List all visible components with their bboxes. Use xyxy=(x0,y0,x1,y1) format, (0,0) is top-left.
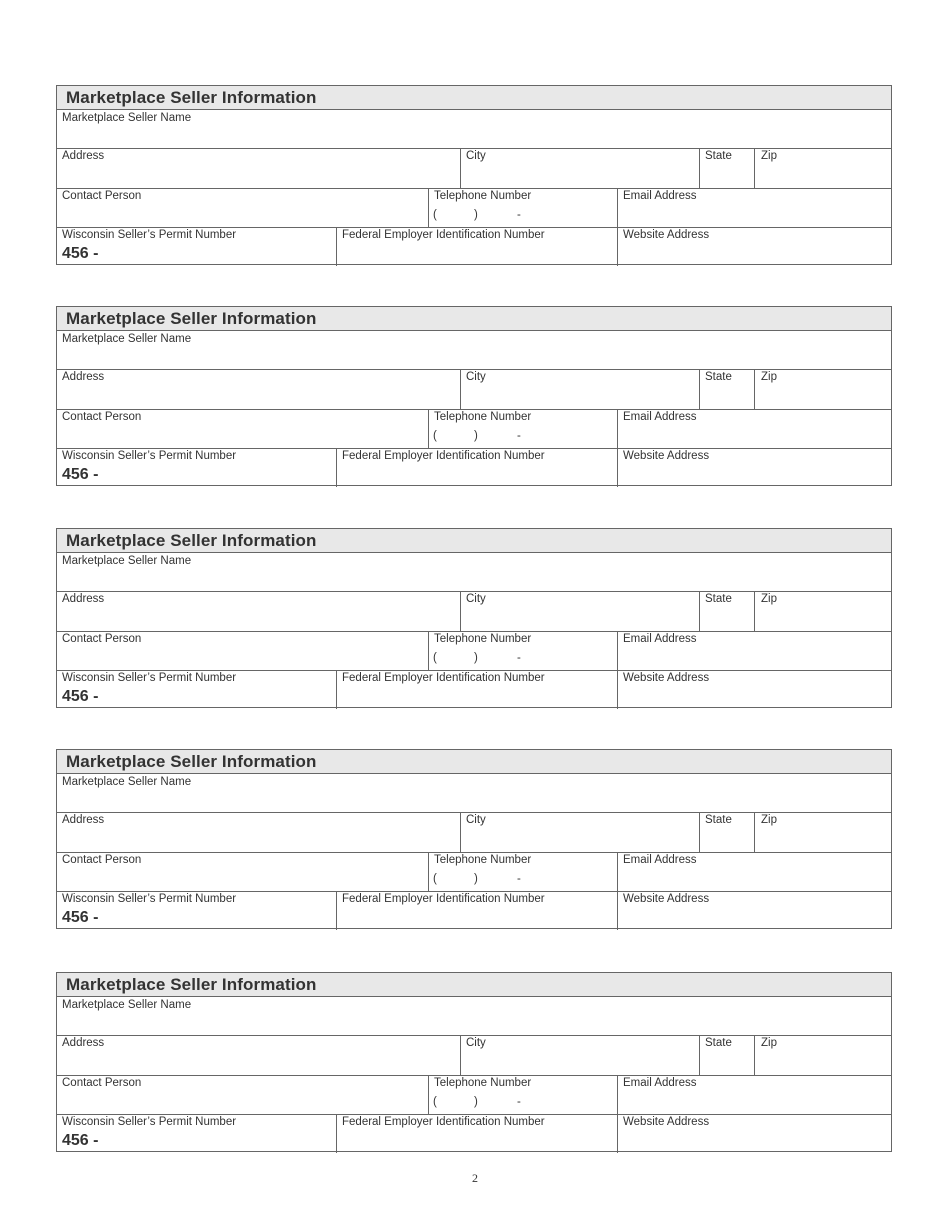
fein-label: Federal Employer Identification Number xyxy=(342,893,545,905)
phone-close-paren: ) xyxy=(474,652,478,664)
city-label: City xyxy=(466,593,486,605)
address-field[interactable] xyxy=(57,1035,460,1075)
contact-person-label: Contact Person xyxy=(62,854,142,866)
form-title: Marketplace Seller Information xyxy=(66,752,317,771)
phone-close-paren: ) xyxy=(474,430,478,442)
address-field[interactable] xyxy=(57,369,460,409)
contact-person-label: Contact Person xyxy=(62,633,142,645)
permit-number-label: Wisconsin Seller’s Permit Number xyxy=(62,229,237,241)
permit-number-label: Wisconsin Seller’s Permit Number xyxy=(62,672,237,684)
address-label: Address xyxy=(62,593,105,605)
permit-number-prefix: 456 - xyxy=(62,1132,99,1149)
phone-open-paren: ( xyxy=(433,430,437,442)
address-label: Address xyxy=(62,814,105,826)
telephone-label: Telephone Number xyxy=(434,190,532,202)
marketplace-seller-form xyxy=(56,85,892,265)
permit-number-label: Wisconsin Seller’s Permit Number xyxy=(62,893,237,905)
city-label: City xyxy=(466,814,486,826)
fein-label: Federal Employer Identification Number xyxy=(342,229,545,241)
phone-dash: - xyxy=(517,209,521,221)
form-header xyxy=(57,86,891,110)
contact-person-label: Contact Person xyxy=(62,1077,142,1089)
city-field[interactable] xyxy=(461,1035,699,1075)
fein-label: Federal Employer Identification Number xyxy=(342,450,545,462)
permit-number-label: Wisconsin Seller’s Permit Number xyxy=(62,450,237,462)
city-label: City xyxy=(466,150,486,162)
seller-name-label: Marketplace Seller Name xyxy=(62,112,192,124)
website-label: Website Address xyxy=(623,893,710,905)
zip-label: Zip xyxy=(761,593,777,605)
marketplace-seller-form xyxy=(56,972,892,1152)
seller-name-label: Marketplace Seller Name xyxy=(62,776,192,788)
phone-close-paren: ) xyxy=(474,873,478,885)
email-label: Email Address xyxy=(623,190,697,202)
website-label: Website Address xyxy=(623,450,710,462)
form-title: Marketplace Seller Information xyxy=(66,309,317,328)
form-header xyxy=(57,529,891,553)
form-title: Marketplace Seller Information xyxy=(66,531,317,550)
city-label: City xyxy=(466,371,486,383)
telephone-label: Telephone Number xyxy=(434,411,532,423)
phone-open-paren: ( xyxy=(433,873,437,885)
form-header xyxy=(57,750,891,774)
website-label: Website Address xyxy=(623,229,710,241)
form-title: Marketplace Seller Information xyxy=(66,975,317,994)
state-label: State xyxy=(705,593,732,605)
zip-label: Zip xyxy=(761,371,777,383)
phone-open-paren: ( xyxy=(433,652,437,664)
address-label: Address xyxy=(62,150,105,162)
address-field[interactable] xyxy=(57,148,460,188)
phone-open-paren: ( xyxy=(433,209,437,221)
contact-person-label: Contact Person xyxy=(62,411,142,423)
permit-number-prefix: 456 - xyxy=(62,909,99,926)
phone-dash: - xyxy=(517,873,521,885)
state-label: State xyxy=(705,814,732,826)
form-title: Marketplace Seller Information xyxy=(66,88,317,107)
permit-number-label: Wisconsin Seller’s Permit Number xyxy=(62,1116,237,1128)
form-header xyxy=(57,307,891,331)
fein-label: Federal Employer Identification Number xyxy=(342,672,545,684)
city-label: City xyxy=(466,1037,486,1049)
seller-name-label: Marketplace Seller Name xyxy=(62,999,192,1011)
address-label: Address xyxy=(62,371,105,383)
permit-number-prefix: 456 - xyxy=(62,466,99,483)
zip-label: Zip xyxy=(761,1037,777,1049)
state-label: State xyxy=(705,371,732,383)
phone-dash: - xyxy=(517,430,521,442)
phone-dash: - xyxy=(517,652,521,664)
state-label: State xyxy=(705,1037,732,1049)
email-label: Email Address xyxy=(623,854,697,866)
telephone-label: Telephone Number xyxy=(434,854,532,866)
city-field[interactable] xyxy=(461,591,699,631)
telephone-label: Telephone Number xyxy=(434,1077,532,1089)
city-field[interactable] xyxy=(461,812,699,852)
page-number: 2 xyxy=(472,1171,478,1185)
phone-open-paren: ( xyxy=(433,1096,437,1108)
marketplace-seller-form xyxy=(56,528,892,708)
website-label: Website Address xyxy=(623,1116,710,1128)
fein-label: Federal Employer Identification Number xyxy=(342,1116,545,1128)
phone-close-paren: ) xyxy=(474,209,478,221)
permit-number-prefix: 456 - xyxy=(62,245,99,262)
state-label: State xyxy=(705,150,732,162)
permit-number-prefix: 456 - xyxy=(62,688,99,705)
email-label: Email Address xyxy=(623,411,697,423)
address-field[interactable] xyxy=(57,812,460,852)
seller-name-label: Marketplace Seller Name xyxy=(62,333,192,345)
email-label: Email Address xyxy=(623,633,697,645)
zip-label: Zip xyxy=(761,814,777,826)
address-label: Address xyxy=(62,1037,105,1049)
marketplace-seller-form xyxy=(56,306,892,486)
seller-name-label: Marketplace Seller Name xyxy=(62,555,192,567)
address-field[interactable] xyxy=(57,591,460,631)
website-label: Website Address xyxy=(623,672,710,684)
marketplace-seller-form xyxy=(56,749,892,929)
zip-label: Zip xyxy=(761,150,777,162)
phone-dash: - xyxy=(517,1096,521,1108)
email-label: Email Address xyxy=(623,1077,697,1089)
form-header xyxy=(57,973,891,997)
city-field[interactable] xyxy=(461,369,699,409)
phone-close-paren: ) xyxy=(474,1096,478,1108)
contact-person-label: Contact Person xyxy=(62,190,142,202)
city-field[interactable] xyxy=(461,148,699,188)
telephone-label: Telephone Number xyxy=(434,633,532,645)
